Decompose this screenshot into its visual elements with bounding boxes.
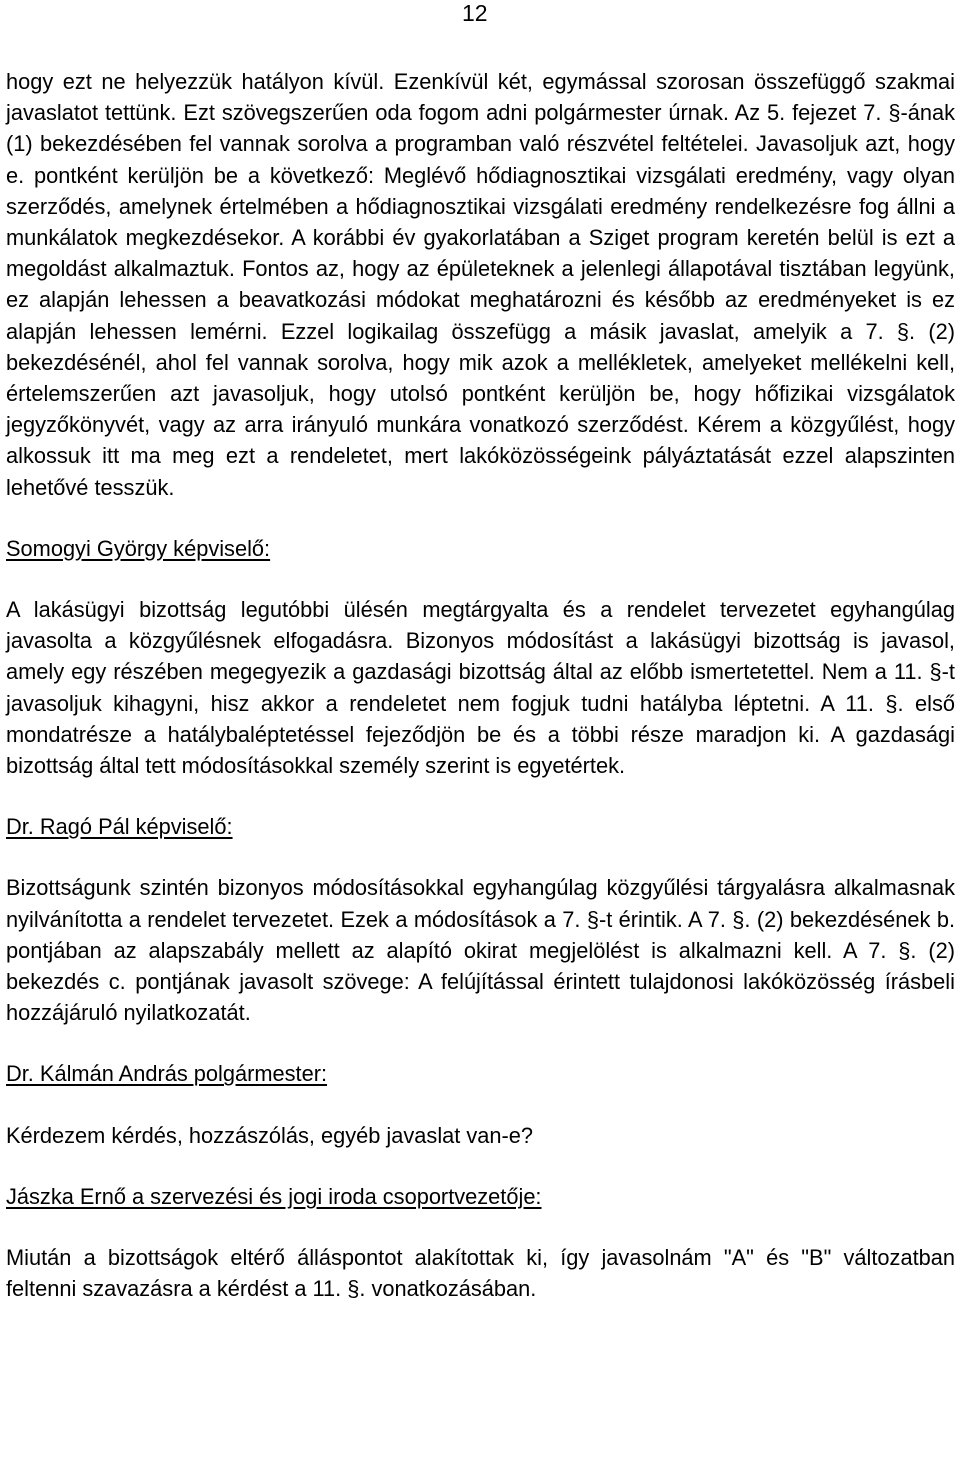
paragraph-rago: Bizottságunk szintén bizonyos módosításokkal egyhangúlag közgyűlési tárgyalásra alkalmasnak nyilvánította a rendelet tervezetet. Ezek a módosítások a 7. §-t érintik. A 7. §. (2) bekezdésének b. pontjában az alapszabály mellett az alapító okirat megjelölést is alkalmazni kell. A 7. §. (2) bekezdés c. pontjának javasolt szövege: A felújítással érintett tulajdonosi lakóközösség írásbeli hozzájáruló nyilatkozatát. xyxy=(6,875,955,1026)
document-body xyxy=(6,66,955,1305)
speaker-heading-kalman: Dr. Kálmán András polgármester: xyxy=(6,1061,328,1087)
speaker-heading-rago: Dr. Ragó Pál képviselő: xyxy=(6,814,233,840)
paragraph-continuation: hogy ezt ne helyezzük hatályon kívül. Ezenkívül két, egymással szorosan összefüggő szakmai javaslatot tettünk. Ezt szövegszerűen oda fogom adni polgármester úrnak. Az 5. fejezet 7. §-ának (1) bekezdésében fel vannak sorolva a programban való részvétel feltételei. Javasoljuk azt, hogy e. pontként kerüljön be a következő: Meglévő hődiagnosztikai vizsgálati eredmény, vagy olyan szerződés, amelynek értelmében a hődiagnosztikai vizsgálati eredmény rendelkezésre fog állni a munkálatok megkezdésekor. A korábbi év gyakorlatában a Sziget program keretén belül is ezt a megoldást alkalmaztuk. Fontos az, hogy az épületeknek a jelenlegi állapotával tisztában legyünk, ez alapján lehessen a beavatkozási módokat meghatározni és később az eredményeket is ez alapján lehessen lemérni. Ezzel logikailag összefügg a másik javaslat, amelyik a 7. §. (2) bekezdésénél, ahol fel vannak sorolva, hogy mik azok a mellékletek, amelyeket mellékelni kell, értelemszerűen azt javasoljuk, hogy utolsó pontként kerüljön be, hogy hőfizikai vizsgálatok jegyzőkönyvét, vagy az arra irányuló munkára vonatkozó szerződést. Kérem a közgyűlést, hogy alkossuk itt ma meg ezt a rendeletet, mert lakóközösségeink pályáztatását ezzel alapszinten lehetővé tesszük. xyxy=(6,69,955,500)
speaker-heading-jaszka: Jászka Ernő a szervezési és jogi iroda csoportvezetője: xyxy=(6,1183,542,1209)
page-number: 12 xyxy=(462,0,488,26)
paragraph-kalman: Kérdezem kérdés, hozzászólás, egyéb javaslat van-e? xyxy=(6,1122,534,1148)
paragraph-somogyi: A lakásügyi bizottság legutóbbi ülésén megtárgyalta és a rendelet tervezetet egyhangúlag javasolta a közgyűlésnek elfogadásra. Bizonyos módosítást a lakásügyi bizottság is javasol, amely egy részében megegyezik a gazdasági bizottság által az előbb ismertetettel. Nem a 11. §-t javasoljuk kihagyni, hisz akkor a rendeletet nem fogjuk tudni hatályba léptetni. A 11. §. első mondatrésze a hatálybaléptetéssel fejeződjön be és a többi része maradjon ki. A gazdasági bizottság által tett módosításokkal személy szerint is egyetértek. xyxy=(6,597,955,779)
speaker-heading-somogyi: Somogyi György képviselő: xyxy=(6,535,271,561)
paragraph-jaszka: Miután a bizottságok eltérő álláspontot alakítottak ki, így javasolnám "A" és "B" változatban feltenni szavazásra a kérdést a 11. §. vonatkozásában. xyxy=(6,1245,955,1302)
